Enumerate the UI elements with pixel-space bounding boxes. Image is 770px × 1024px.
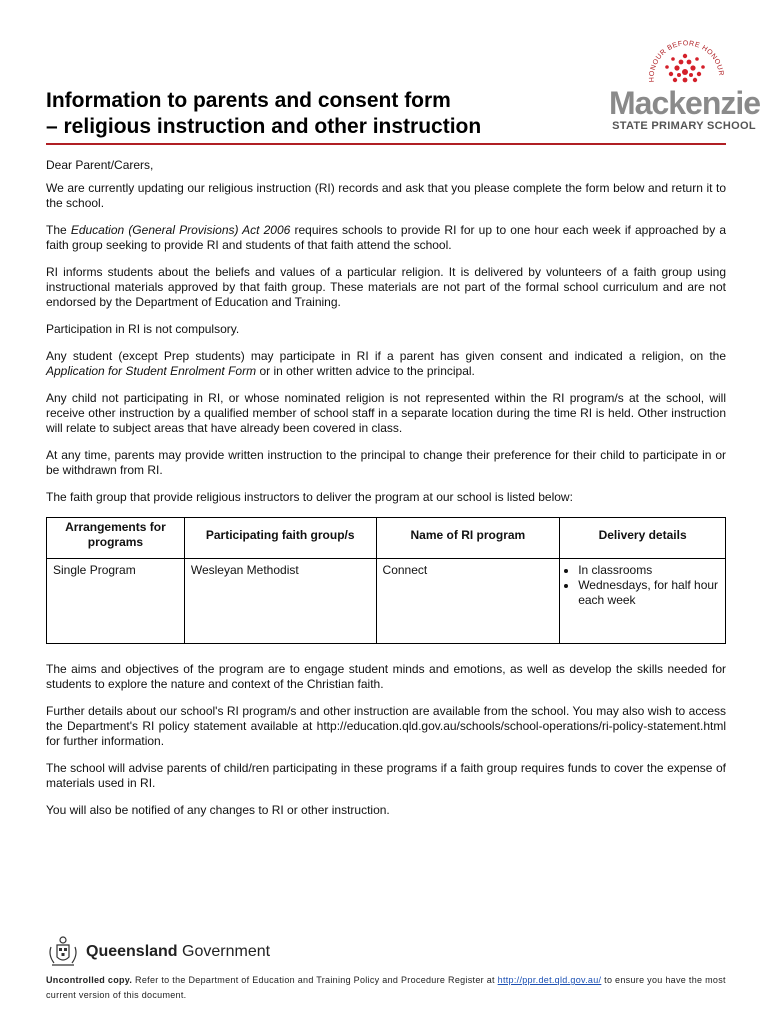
page-title: Information to parents and consent form – religious instruction and other instruction xyxy=(46,89,482,138)
column-header-faith-group: Participating faith group/s xyxy=(184,518,376,559)
table-row xyxy=(47,559,726,644)
list-item: • Wednesdays, for half hour each week xyxy=(578,578,719,608)
paragraph-7: At any time, parents may provide written instruction to the principal to change their preference for their child to participate in or be withdrawn from RI. xyxy=(46,448,726,477)
delivery-list xyxy=(566,563,719,608)
cell-faith-group: Wesleyan Methodist xyxy=(184,559,376,644)
cell-program: Connect xyxy=(376,559,560,644)
column-header-delivery: Delivery details xyxy=(560,518,726,559)
table-header-row xyxy=(47,518,726,559)
logo-subtitle: STATE PRIMARY SCHOOL xyxy=(612,120,756,132)
uncontrolled-copy-label: Uncontrolled copy. xyxy=(46,975,133,985)
paragraph-1: We are currently updating our religious instruction (RI) records and ask that you please complete the form below and return it to the school. xyxy=(46,181,726,210)
letter-body xyxy=(46,158,726,830)
document-header xyxy=(46,40,761,142)
enrolment-form-title: Application for Student Enrolment Form xyxy=(46,364,257,378)
paragraph-5: Any student (except Prep students) may participate in RI if a parent has given consent and indicated a religion, on the Application for Student Enrolment Form or in other written advice to the principal. xyxy=(46,349,726,378)
paragraph-3: RI informs students about the beliefs and values of a particular religion. It is delivered by volunteers of a faith group using instructional materials approved by that faith group. These materials are not part of the formal school curriculum and are not endorsed by the Department of Education and Training. xyxy=(46,265,726,309)
logo-text: Mackenzie xyxy=(609,85,761,121)
paragraph-12: You will also be notified of any changes to RI or other instruction. xyxy=(46,803,390,817)
svg-text:HONOUR BEFORE HONOURS xyxy=(609,34,724,82)
paragraph-10: Further details about our school's RI program/s and other instruction are available from the school. You may also wish to access the Department's RI policy statement available at http://education.qld.gov.au/schools/school-operations/ri-policy-statement.html for further information. xyxy=(46,704,726,748)
act-title: Education (General Provisions) Act 2006 xyxy=(70,223,291,237)
salutation: Dear Parent/Carers, xyxy=(46,158,154,172)
paragraph-4: Participation in RI is not compulsory. xyxy=(46,322,240,336)
column-header-program-name: Name of RI program xyxy=(376,518,560,559)
paragraph-6: Any child not participating in RI, or whose nominated religion is not represented within the RI program/s at the school, will receive other instruction by a qualified member of school staff in a separate location during the time RI is held. Other instruction will relate to subject areas that have already been covered in class. xyxy=(46,391,726,435)
paragraph-2: The Education (General Provisions) Act 2006 requires schools to provide RI for up to one hour each week if approached by a faith group seeking to provide RI and students of that faith attend the school. xyxy=(46,223,726,252)
ri-program-table xyxy=(46,517,726,644)
header-divider xyxy=(46,143,726,145)
column-header-arrangements: Arrangements for programs xyxy=(47,518,185,559)
paragraph-11: The school will advise parents of child/ren participating in these programs if a faith group requires funds to cover the expense of materials used in RI. xyxy=(46,761,726,790)
policy-register-link[interactable]: http://ppr.det.qld.gov.au/ xyxy=(497,975,602,985)
logo-motto: HONOUR BEFORE HONOUR xyxy=(648,40,725,83)
government-name: Queensland Government xyxy=(86,943,271,960)
queensland-government-logo xyxy=(46,935,306,975)
paragraph-8: The faith group that provide religious instructors to deliver the program at our school is listed below: xyxy=(46,490,573,504)
uncontrolled-copy-notice: Uncontrolled copy. Refer to the Department of Education and Training Policy and Procedure Register at http://ppr.det.qld.gov.au/ to ensure you have the most current version of this document. xyxy=(46,975,726,1000)
coat-of-arms-icon xyxy=(46,935,80,971)
cell-delivery xyxy=(560,559,726,644)
school-logo xyxy=(609,34,759,144)
cell-arrangement: Single Program xyxy=(47,559,185,644)
paragraph-9: The aims and objectives of the program are to engage student minds and emotions, as well as develop the skills needed for students to explore the nature and context of the Christian faith. xyxy=(46,662,726,691)
list-item: • In classrooms xyxy=(578,563,719,578)
